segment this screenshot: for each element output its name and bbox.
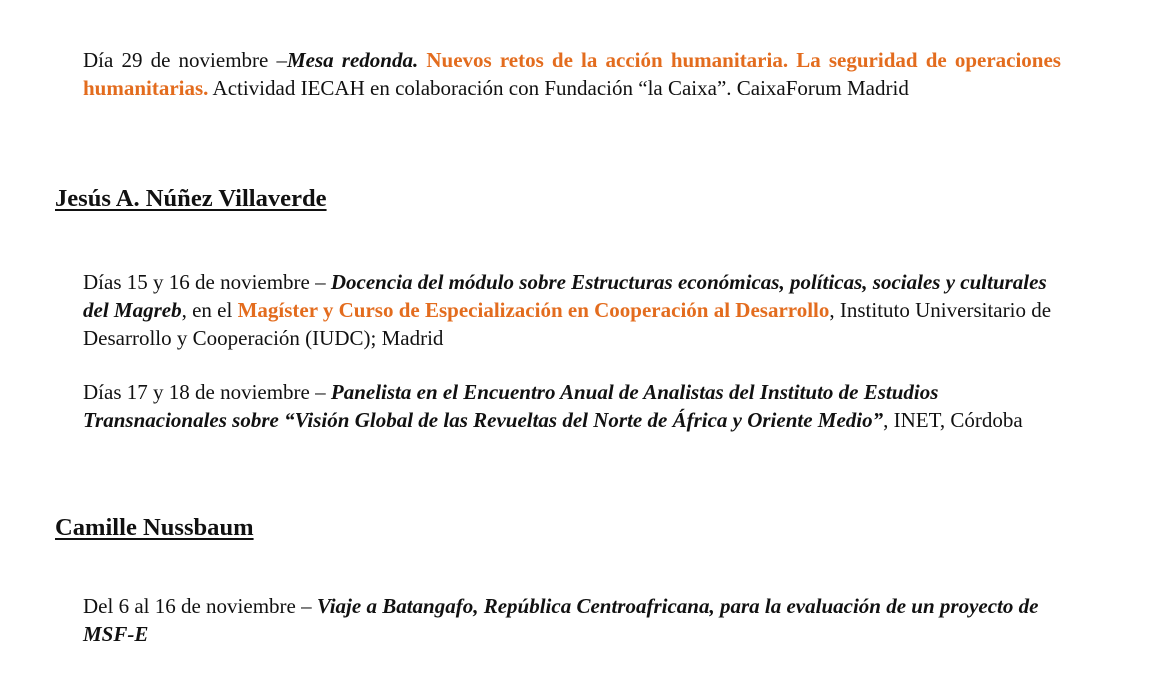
person-name-heading: Camille Nussbaum <box>55 514 254 541</box>
event-entry-panelista <box>83 378 1023 434</box>
entry-activity: Docencia del módulo sobre Estructuras económicas, políticas, sociales y culturales del Magreb <box>83 270 1047 322</box>
entry-location: , INET, Córdoba <box>883 408 1023 432</box>
event-entry-viaje <box>83 592 1043 648</box>
entry-activity: Viaje a Batangafo, República Centroafricana, para la evaluación de un proyecto de MSF-E <box>83 594 1039 646</box>
event-entry-docencia <box>83 268 1073 352</box>
entry-title: Nuevos retos de la acción humanitaria. La seguridad de operaciones humanitarias. <box>83 48 1061 100</box>
entry-details: Actividad IECAH en colaboración con Fundación “la Caixa”. CaixaForum Madrid <box>212 76 909 100</box>
person-name-heading: Jesús A. Núñez Villaverde <box>55 185 327 212</box>
entry-date: Días 17 y 18 de noviembre – <box>83 380 331 404</box>
entry-date: Del 6 al 16 de noviembre – <box>83 594 317 618</box>
event-entry-mesa-redonda <box>83 46 1061 102</box>
entry-date: Día 29 de noviembre – <box>83 48 287 72</box>
entry-program: Magíster y Curso de Especialización en Cooperación al Desarrollo <box>237 298 830 322</box>
entry-location: , Instituto Universitario de Desarrollo y Cooperación (IUDC); Madrid <box>83 298 1052 350</box>
entry-activity: Panelista en el Encuentro Anual de Analistas del Instituto de Estudios Transnacionales sobre “Visión Global de las Revueltas del Norte de África y Oriente Medio” <box>83 380 939 432</box>
entry-event-type: Mesa redonda. <box>287 48 419 72</box>
entry-connector: , en el <box>181 298 238 322</box>
entry-date: Días 15 y 16 de noviembre – <box>83 270 331 294</box>
